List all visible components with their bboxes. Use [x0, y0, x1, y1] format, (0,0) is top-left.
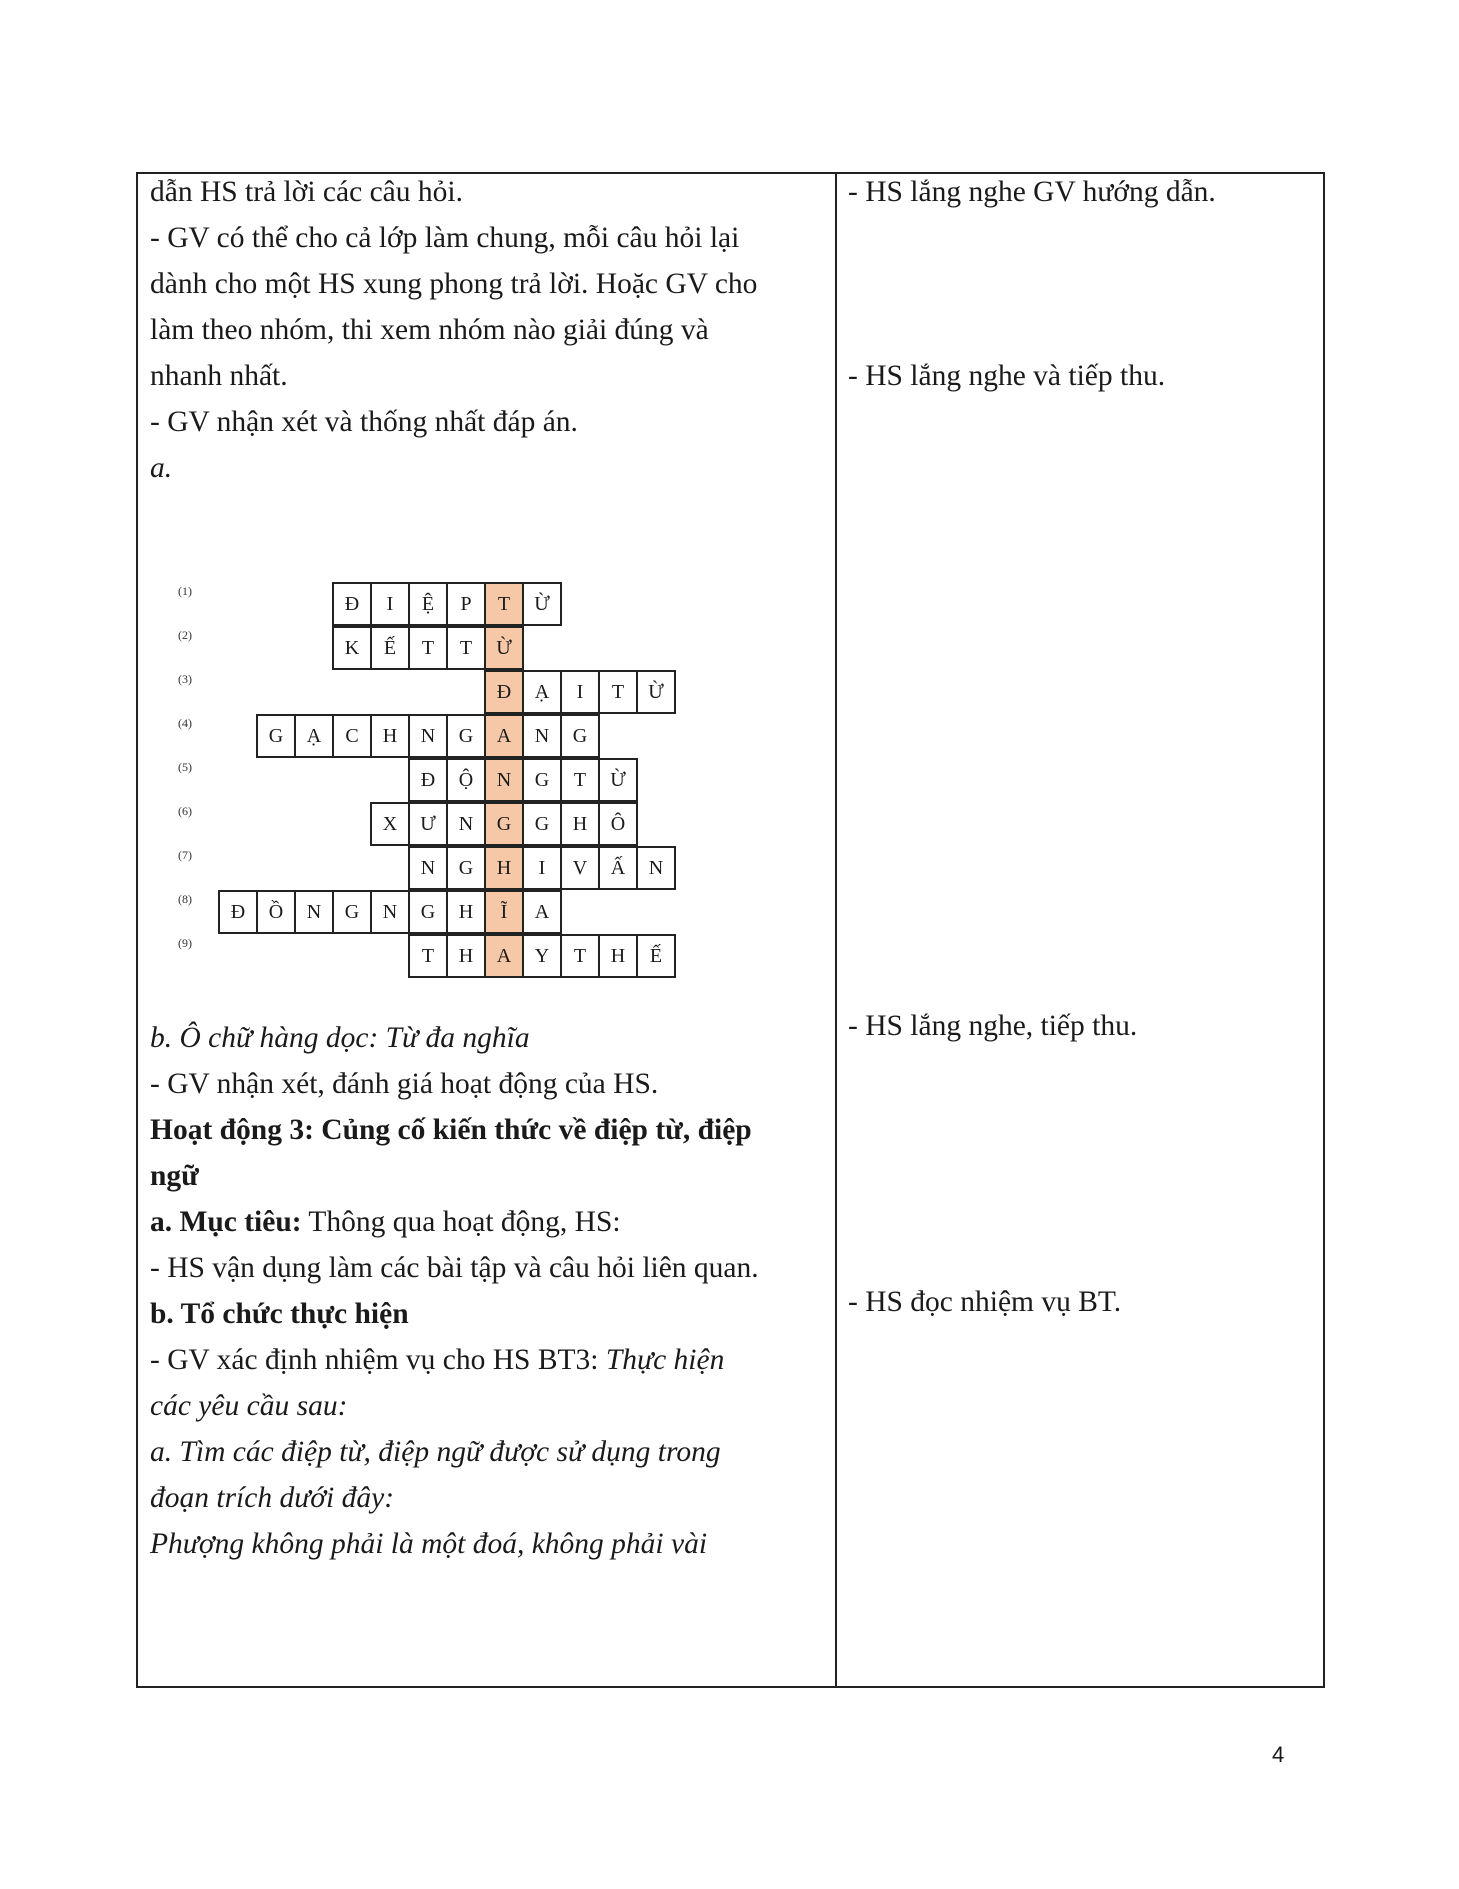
text-line: Phượng không phải là một đoá, không phải vài [150, 1528, 708, 1560]
activity-heading-cont: ngữ [150, 1160, 199, 1192]
crossword-cell: V [560, 846, 600, 890]
crossword-cell: Ế [636, 934, 676, 978]
row-number: (7) [178, 848, 192, 862]
crossword-cell: N [408, 846, 448, 890]
crossword-cell: Đ [218, 890, 258, 934]
crossword-cell: G [446, 846, 486, 890]
crossword-key-cell: Đ [484, 670, 524, 714]
crossword-cell: Ừ [522, 582, 562, 626]
crossword-cell: K [332, 626, 372, 670]
crossword-cell: Đ [332, 582, 372, 626]
row-number: (3) [178, 672, 192, 686]
crossword-cell: T [446, 626, 486, 670]
crossword-cell: Ô [598, 802, 638, 846]
objective-text: Thông qua hoạt động, HS: [301, 1206, 621, 1238]
crossword-cell: Ạ [522, 670, 562, 714]
objective-line [150, 1204, 621, 1240]
crossword-cell: H [370, 714, 410, 758]
crossword-cell: G [332, 890, 372, 934]
crossword-cell: Ấ [598, 846, 638, 890]
crossword-cell: G [408, 890, 448, 934]
text-line: - HS lắng nghe, tiếp thu. [848, 1010, 1138, 1042]
crossword-cell: G [522, 802, 562, 846]
crossword-cell: T [408, 626, 448, 670]
crossword-cell: I [522, 846, 562, 890]
task-text: - GV xác định nhiệm vụ cho HS BT3: [150, 1344, 606, 1376]
crossword-cell: Ừ [598, 758, 638, 802]
crossword-cell: Ệ [408, 582, 448, 626]
crossword-key-cell: Ĩ [484, 890, 524, 934]
crossword-key-cell: T [484, 582, 524, 626]
activity-heading: Hoạt động 3: Củng cố kiến thức về điệp từ, điệp [150, 1114, 752, 1146]
text-line: dẫn HS trả lời các câu hỏi. [150, 176, 463, 208]
crossword-cell: H [598, 934, 638, 978]
crossword-cell: N [636, 846, 676, 890]
crossword-cell: T [560, 934, 600, 978]
crossword-cell: P [446, 582, 486, 626]
crossword-key-cell: N [484, 758, 524, 802]
text-line: - GV nhận xét, đánh giá hoạt động của HS. [150, 1068, 659, 1100]
objective-label: a. Mục tiêu: [150, 1206, 302, 1238]
page-number: 4 [1272, 1742, 1285, 1767]
crossword-cell: N [408, 714, 448, 758]
crossword-cell: Ư [408, 802, 448, 846]
crossword-key-cell: H [484, 846, 524, 890]
crossword-cell: Ộ [446, 758, 486, 802]
crossword-cell: Ừ [636, 670, 676, 714]
crossword-cell: G [446, 714, 486, 758]
crossword-cell: G [256, 714, 296, 758]
row-number: (5) [178, 760, 192, 774]
crossword-cell: H [560, 802, 600, 846]
text-line: làm theo nhóm, thi xem nhóm nào giải đúng và [150, 314, 709, 346]
text-line: - HS lắng nghe và tiếp thu. [848, 360, 1166, 392]
row-number: (2) [178, 628, 192, 642]
crossword-cell: H [446, 934, 486, 978]
crossword-cell: N [446, 802, 486, 846]
crossword-cell: H [446, 890, 486, 934]
crossword-cell: A [522, 890, 562, 934]
text-line: các yêu cầu sau: [150, 1390, 348, 1422]
text-line: a. [150, 452, 173, 484]
crossword-cell: C [332, 714, 372, 758]
text-line: - GV có thể cho cả lớp làm chung, mỗi câu hỏi lại [150, 222, 740, 254]
crossword-key-cell: A [484, 714, 524, 758]
row-number: (6) [178, 804, 192, 818]
text-line: nhanh nhất. [150, 360, 288, 392]
crossword-cell: G [522, 758, 562, 802]
crossword-cell: G [560, 714, 600, 758]
crossword-cell: Ế [370, 626, 410, 670]
crossword-cell: Đ [408, 758, 448, 802]
lesson-table [136, 172, 1325, 1688]
text-line: - HS đọc nhiệm vụ BT. [848, 1286, 1122, 1318]
crossword-key-cell: Ừ [484, 626, 524, 670]
crossword-cell: T [560, 758, 600, 802]
text-line: dành cho một HS xung phong trả lời. Hoặc GV cho [150, 268, 758, 300]
crossword-puzzle [178, 572, 738, 992]
crossword-key-cell: A [484, 934, 524, 978]
section-heading: b. Tổ chức thực hiện [150, 1298, 409, 1330]
row-number: (4) [178, 716, 192, 730]
text-line: đoạn trích dưới đây: [150, 1482, 395, 1514]
crossword-cell: Ồ [256, 890, 296, 934]
crossword-cell: T [408, 934, 448, 978]
crossword-cell: I [370, 582, 410, 626]
crossword-cell: N [294, 890, 334, 934]
crossword-cell: X [370, 802, 410, 846]
crossword-cell: N [370, 890, 410, 934]
task-line [150, 1342, 724, 1378]
crossword-cell: I [560, 670, 600, 714]
row-number: (9) [178, 936, 192, 950]
text-line: - HS lắng nghe GV hướng dẫn. [848, 176, 1216, 208]
task-italic: Thực hiện [605, 1344, 725, 1376]
text-line: a. Tìm các điệp từ, điệp ngữ được sử dụng trong [150, 1436, 721, 1468]
vertical-answer: b. Ô chữ hàng dọc: Từ đa nghĩa [150, 1022, 530, 1054]
crossword-cell: Y [522, 934, 562, 978]
row-number: (1) [178, 584, 192, 598]
crossword-cell: N [522, 714, 562, 758]
text-line: - GV nhận xét và thống nhất đáp án. [150, 406, 578, 438]
crossword-cell: T [598, 670, 638, 714]
crossword-cell: Ạ [294, 714, 334, 758]
row-number: (8) [178, 892, 192, 906]
text-line: - HS vận dụng làm các bài tập và câu hỏi liên quan. [150, 1252, 759, 1284]
column-divider [835, 174, 837, 1686]
crossword-key-cell: G [484, 802, 524, 846]
